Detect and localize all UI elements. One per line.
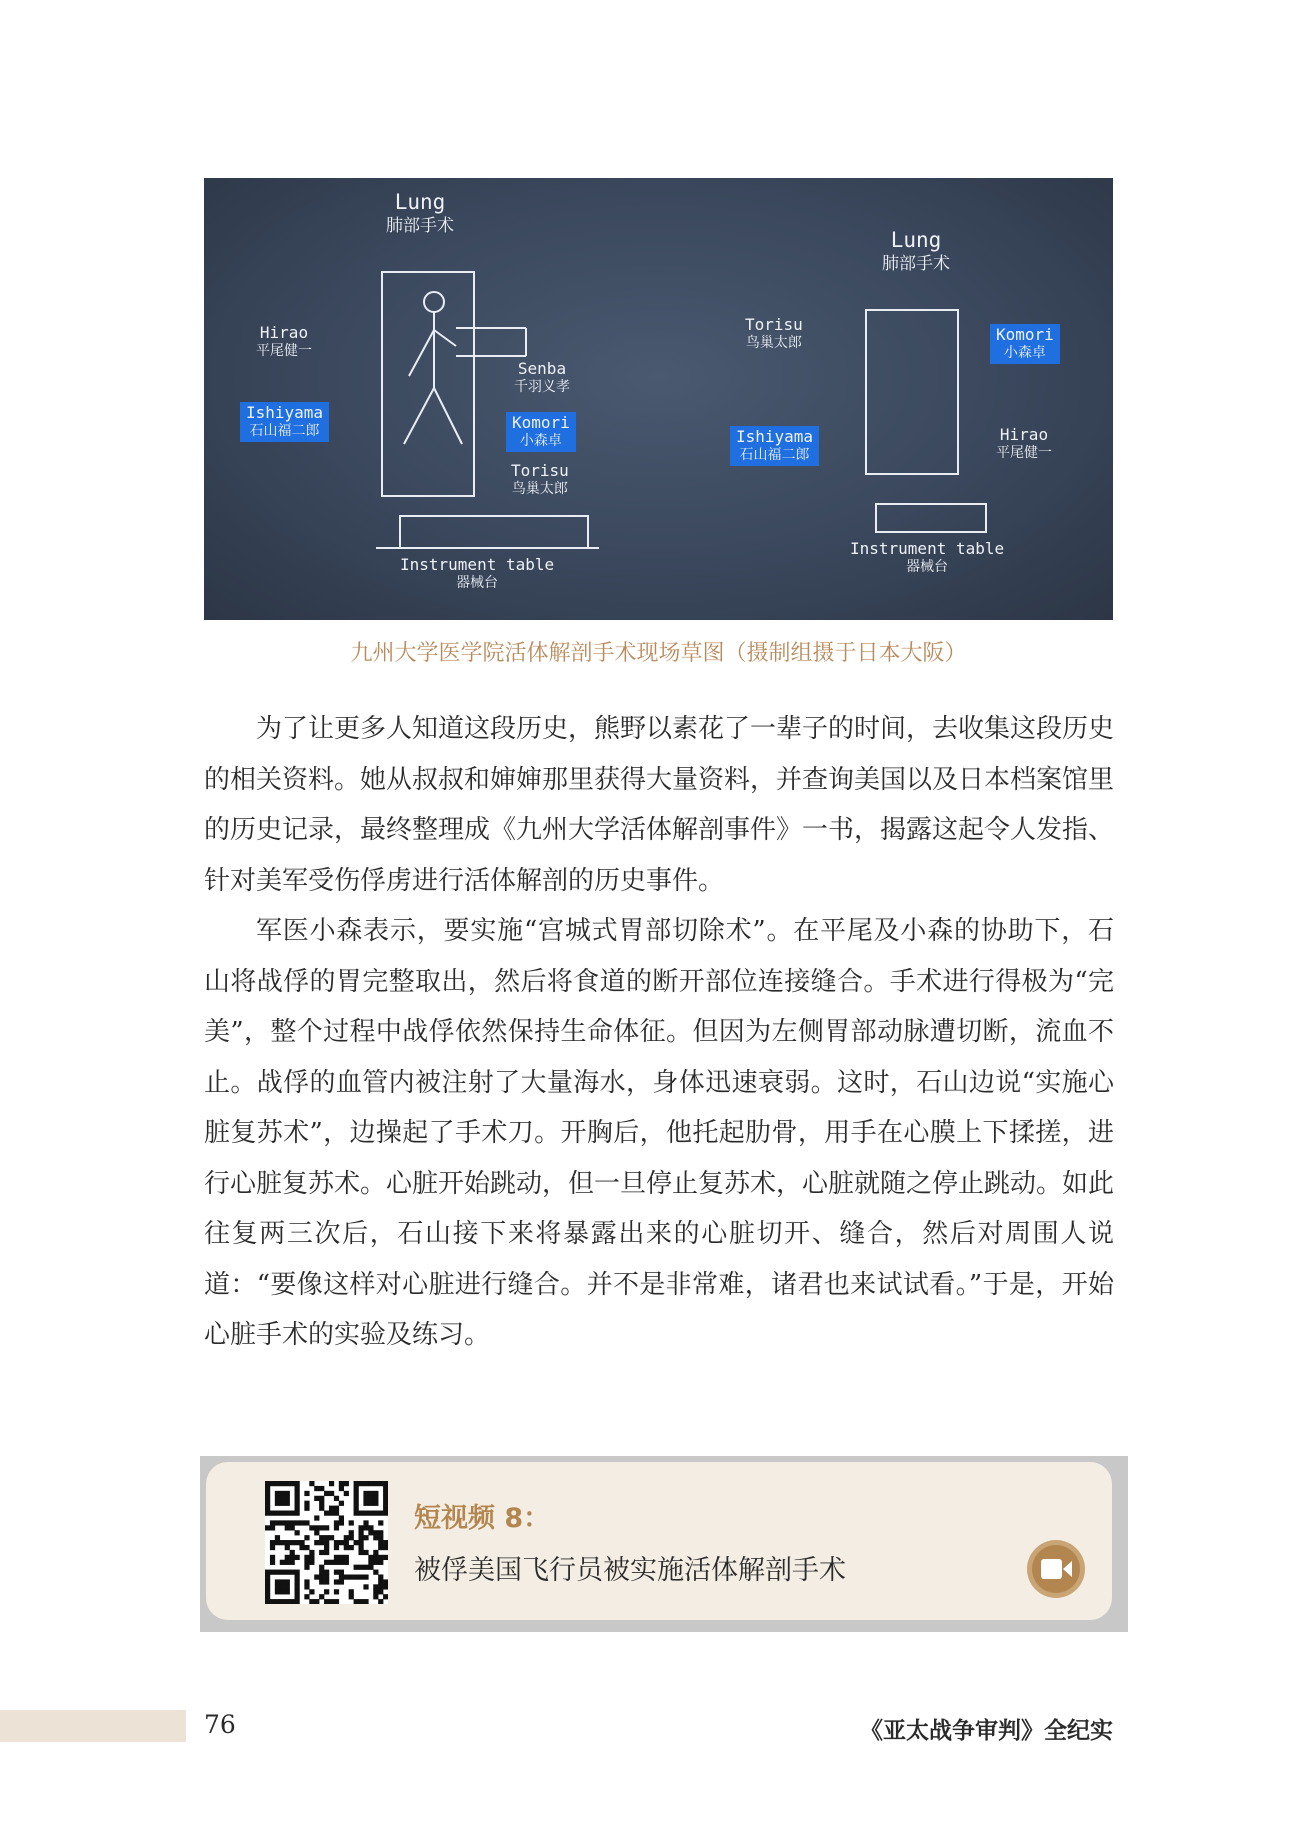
qr-code-icon[interactable] bbox=[265, 1481, 388, 1604]
right-torisu-label: Torisu 鸟巢太郎 bbox=[745, 315, 803, 351]
right-instrument-table bbox=[876, 504, 986, 532]
right-operating-table bbox=[866, 310, 958, 474]
book-title: 《亚太战争审判》全纪实 bbox=[860, 1717, 1113, 1744]
paragraph: 为了让更多人知道这段历史，熊野以素花了一辈子的时间，去收集这段历史的相关资料。她从叔叔和婶婶那里获得大量资料，并查询美国以及日本档案馆里的历史记录，最终整理成《九州大学活体解剖事件》一书，揭露这起令人发指、针对美军受伤俘虏进行活体解剖的历史事件。 bbox=[204, 714, 1115, 896]
right-instrument-table-label: Instrument table 器械台 bbox=[850, 539, 1005, 575]
left-senba-label: Senba 千羽义孝 bbox=[514, 359, 570, 395]
left-ishiyama-label: Ishiyama 石山福二郎 bbox=[240, 402, 329, 442]
stick-figure-head bbox=[424, 292, 444, 312]
body-text bbox=[204, 704, 1114, 1361]
right-ishiyama-label: Ishiyama 石山福二郎 bbox=[730, 426, 819, 466]
left-instrument-table-label: Instrument table 器械台 bbox=[400, 555, 555, 591]
paragraph: 军医小森表示，要实施“宫城式胃部切除术”。在平尾及小森的协助下，石山将战俘的胃完整取出，然后将食道的断开部位连接缝合。手术进行得极为“完美”，整个过程中战俘依然保持生命体征。但因为左侧胃部动脉遭切断，流血不止。战俘的血管内被注射了大量海水，身体迅速衰弱。这时，石山边说“实施心脏复苏术”，边操起了手术刀。开胸后，他托起肋骨，用手在心膜上下揉搓，进行心脏复苏术。心脏开始跳动，但一旦停止复苏术，心脏就随之停止跳动。如此往复两三次后，石山接下来将暴露出来的心脏切开、缝合，然后对周围人说道：“要像这样对心脏进行缝合。并不是非常难，诸君也来试试看。”于是，开始心脏手术的实验及练习。 bbox=[204, 916, 1115, 1350]
video-card-title: 短视频 8： bbox=[414, 1503, 551, 1534]
right-komori-label: Komori 小森卓 bbox=[990, 324, 1060, 364]
video-card-subtitle: 被俘美国飞行员被实施活体解剖手术 bbox=[414, 1555, 846, 1586]
right-lung-label: Lung 肺部手术 bbox=[882, 228, 950, 274]
left-hirao-label: Hirao 平尾健一 bbox=[256, 323, 312, 359]
right-hirao-label: Hirao 平尾健一 bbox=[996, 425, 1052, 461]
page-number: 76 bbox=[204, 1710, 236, 1739]
left-lung-label: Lung 肺部手术 bbox=[386, 190, 454, 236]
footer-bar bbox=[0, 1710, 186, 1742]
left-torisu-label: Torisu 鸟巢太郎 bbox=[511, 461, 569, 497]
left-komori-label: Komori 小森卓 bbox=[506, 412, 576, 452]
figure-caption: 九州大学医学院活体解剖手术现场草图（摄制组摄于日本大阪） bbox=[350, 641, 967, 666]
video-camera-icon[interactable] bbox=[1026, 1539, 1086, 1599]
left-operating-table bbox=[382, 272, 474, 496]
sketch-photo bbox=[204, 178, 1113, 620]
left-instrument-table bbox=[400, 516, 588, 548]
